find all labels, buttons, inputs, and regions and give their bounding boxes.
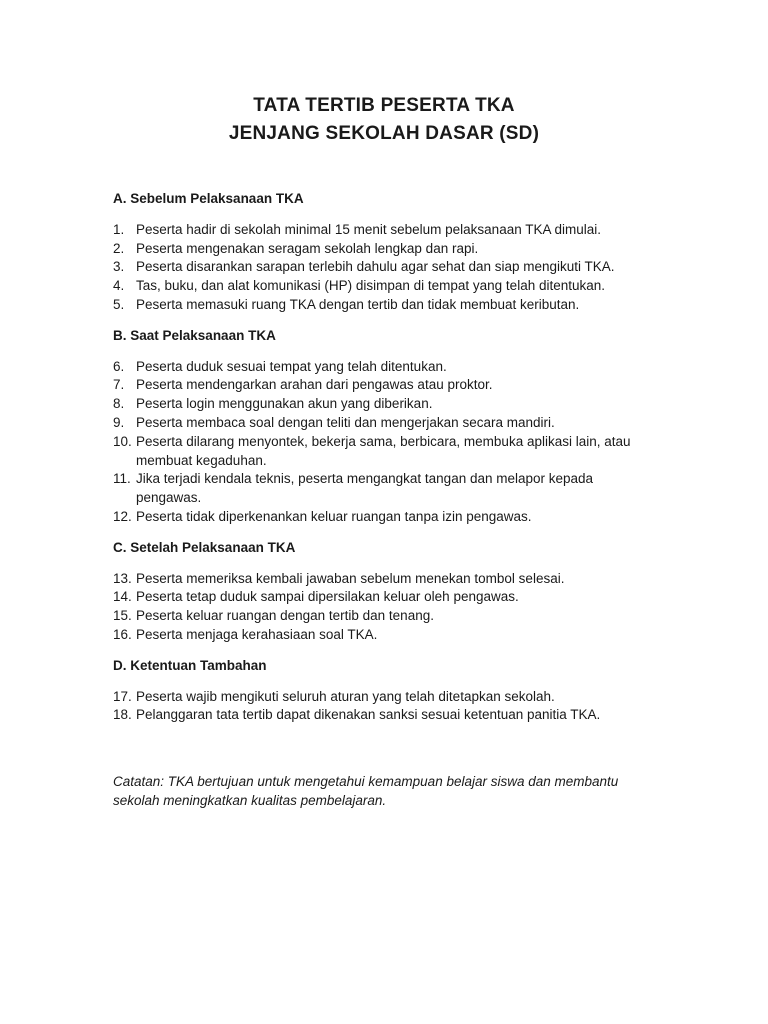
section-setelah [113,539,653,645]
list-item [113,376,653,395]
list-item [113,433,653,471]
item-text: Peserta hadir di sekolah minimal 15 menit sebelum pelaksanaan TKA dimulai. [136,221,601,237]
item-number: 7. [113,377,125,393]
item-number: 8. [113,396,125,412]
item-text: Peserta menjaga kerahasiaan soal TKA. [136,626,378,642]
list-item [113,296,653,315]
list-item [113,470,653,508]
item-number: 13. [113,570,132,586]
section-heading: D. Ketentuan Tambahan [113,657,267,673]
list-item [113,508,653,527]
item-text: Pelanggaran tata tertib dapat dikenakan sanksi sesuai ketentuan panitia TKA. [136,707,601,723]
section-saat [113,327,653,527]
item-text: Peserta mengenakan seragam sekolah lengkap dan rapi. [136,240,479,256]
item-number: 9. [113,414,125,430]
item-text: Peserta tidak diperkenankan keluar ruangan tanpa izin pengawas. [136,508,532,524]
list-item [113,221,653,240]
item-text: Peserta memeriksa kembali jawaban sebelum menekan tombol selesai. [136,570,565,586]
item-text: Peserta keluar ruangan dengan tertib dan tenang. [136,608,434,624]
item-text: Peserta membaca soal dengan teliti dan mengerjakan secara mandiri. [136,414,555,430]
item-number: 11. [113,471,131,487]
item-text: Peserta duduk sesuai tempat yang telah ditentukan. [136,358,447,374]
item-text: Peserta dilarang menyontek, bekerja sama, berbicara, membuka aplikasi lain, atau membuat kegaduhan. [136,433,631,468]
rule-list [113,570,653,645]
title-line-2: JENJANG SEKOLAH DASAR (SD) [228,123,540,144]
section-tambahan [113,657,653,725]
item-number: 12. [113,508,132,524]
item-text: Peserta tetap duduk sampai dipersilakan keluar oleh pengawas. [136,589,519,605]
item-number: 14. [113,589,132,605]
footnote: Catatan: TKA bertujuan untuk mengetahui kemampuan belajar siswa dan membantu sekolah meningkatkan kualitas pembelajaran. [113,774,619,809]
item-number: 3. [113,259,125,275]
rule-list [113,358,653,527]
list-item [113,706,653,725]
item-text: Peserta memasuki ruang TKA dengan tertib dan tidak membuat keributan. [136,296,580,312]
list-item [113,588,653,607]
item-number: 17. [113,688,132,704]
section-heading: A. Sebelum Pelaksanaan TKA [113,191,304,206]
item-number: 1. [113,221,125,237]
list-item [113,258,653,277]
item-number: 16. [113,626,132,642]
section-heading: C. Setelah Pelaksanaan TKA [113,539,296,555]
title-line-1: TATA TERTIB PESERTA TKA [253,95,515,116]
rule-list [113,221,653,315]
list-item [113,395,653,414]
item-number: 5. [113,296,125,312]
item-text: Jika terjadi kendala teknis, peserta mengangkat tangan dan melapor kepada pengawas. [136,471,594,506]
item-number: 18. [113,707,132,723]
item-text: Tas, buku, dan alat komunikasi (HP) disimpan di tempat yang telah ditentukan. [136,278,606,294]
item-text: Peserta wajib mengikuti seluruh aturan yang telah ditetapkan sekolah. [136,688,555,704]
item-text: Peserta mendengarkan arahan dari pengawas atau proktor. [136,377,493,393]
item-number: 4. [113,278,125,294]
list-item [113,414,653,433]
section-heading: B. Saat Pelaksanaan TKA [113,327,276,343]
list-item [113,607,653,626]
list-item [113,570,653,589]
list-item [113,626,653,645]
item-number: 6. [113,358,125,374]
item-text: Peserta login menggunakan akun yang diberikan. [136,396,433,412]
document-title [0,92,768,148]
list-item [113,277,653,296]
item-number: 10. [113,433,132,449]
section-sebelum [113,190,653,315]
item-number: 15. [113,608,132,624]
item-text: Peserta disarankan sarapan terlebih dahulu agar sehat dan siap mengikuti TKA. [136,259,615,275]
document-body [113,190,653,810]
list-item [113,240,653,259]
rule-list [113,688,653,726]
list-item [113,358,653,377]
list-item [113,688,653,707]
item-number: 2. [113,240,125,256]
